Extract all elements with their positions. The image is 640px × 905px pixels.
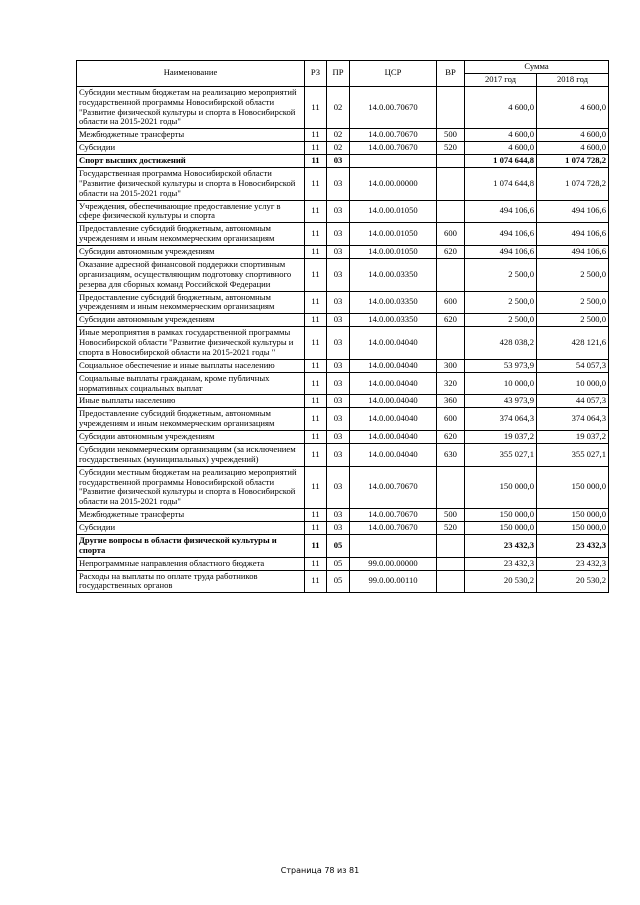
cell-pr: 03 bbox=[327, 291, 350, 314]
cell-rz: 11 bbox=[305, 443, 327, 466]
cell-sum-2017: 23 432,3 bbox=[465, 534, 537, 557]
header-rz: РЗ bbox=[305, 61, 327, 87]
cell-sum-2017: 4 600,0 bbox=[465, 86, 537, 129]
cell-name: Межбюджетные трансферты bbox=[77, 509, 305, 522]
cell-sum-2017: 23 432,3 bbox=[465, 557, 537, 570]
header-sum: Сумма bbox=[465, 61, 609, 74]
cell-sum-2017: 10 000,0 bbox=[465, 372, 537, 395]
cell-sum-2018: 4 600,0 bbox=[537, 129, 609, 142]
cell-rz: 11 bbox=[305, 327, 327, 360]
cell-rz: 11 bbox=[305, 258, 327, 291]
cell-sum-2017: 150 000,0 bbox=[465, 509, 537, 522]
cell-vr: 620 bbox=[437, 431, 465, 444]
header-2018: 2018 год bbox=[537, 73, 609, 86]
table-row bbox=[77, 408, 609, 431]
cell-name: Субсидии автономным учреждениям bbox=[77, 431, 305, 444]
cell-sum-2018: 23 432,3 bbox=[537, 557, 609, 570]
cell-csr: 14.0.00.70670 bbox=[350, 129, 437, 142]
table-body bbox=[77, 86, 609, 593]
cell-name: Спорт высших достижений bbox=[77, 155, 305, 168]
cell-rz: 11 bbox=[305, 246, 327, 259]
cell-csr: 99.0.00.00000 bbox=[350, 557, 437, 570]
cell-name: Иные выплаты населению bbox=[77, 395, 305, 408]
header-pr: ПР bbox=[327, 61, 350, 87]
cell-sum-2017: 2 500,0 bbox=[465, 314, 537, 327]
cell-rz: 11 bbox=[305, 431, 327, 444]
cell-csr: 14.0.00.04040 bbox=[350, 443, 437, 466]
cell-csr: 99.0.00.00110 bbox=[350, 570, 437, 593]
cell-pr: 03 bbox=[327, 155, 350, 168]
cell-rz: 11 bbox=[305, 570, 327, 593]
cell-vr: 600 bbox=[437, 408, 465, 431]
table-row bbox=[77, 372, 609, 395]
cell-csr bbox=[350, 534, 437, 557]
table-row bbox=[77, 395, 609, 408]
table-row bbox=[77, 129, 609, 142]
cell-pr: 03 bbox=[327, 246, 350, 259]
cell-sum-2017: 1 074 644,8 bbox=[465, 155, 537, 168]
cell-name: Социальное обеспечение и иные выплаты населению bbox=[77, 359, 305, 372]
cell-csr: 14.0.00.70670 bbox=[350, 522, 437, 535]
table-row bbox=[77, 200, 609, 223]
cell-vr: 600 bbox=[437, 291, 465, 314]
table-row bbox=[77, 258, 609, 291]
table-row bbox=[77, 86, 609, 129]
cell-sum-2017: 355 027,1 bbox=[465, 443, 537, 466]
table-row bbox=[77, 534, 609, 557]
cell-name: Субсидии bbox=[77, 522, 305, 535]
cell-pr: 05 bbox=[327, 570, 350, 593]
cell-vr: 360 bbox=[437, 395, 465, 408]
cell-vr bbox=[437, 570, 465, 593]
cell-pr: 03 bbox=[327, 327, 350, 360]
cell-rz: 11 bbox=[305, 395, 327, 408]
cell-sum-2018: 1 074 728,2 bbox=[537, 167, 609, 200]
cell-name: Социальные выплаты гражданам, кроме публичных нормативных социальных выплат bbox=[77, 372, 305, 395]
cell-csr: 14.0.00.04040 bbox=[350, 408, 437, 431]
budget-table bbox=[76, 60, 609, 593]
cell-rz: 11 bbox=[305, 129, 327, 142]
cell-pr: 03 bbox=[327, 431, 350, 444]
cell-sum-2018: 1 074 728,2 bbox=[537, 155, 609, 168]
cell-vr: 630 bbox=[437, 443, 465, 466]
cell-sum-2018: 355 027,1 bbox=[537, 443, 609, 466]
cell-csr: 14.0.00.70670 bbox=[350, 142, 437, 155]
cell-rz: 11 bbox=[305, 155, 327, 168]
cell-vr: 520 bbox=[437, 142, 465, 155]
table-row bbox=[77, 291, 609, 314]
cell-rz: 11 bbox=[305, 408, 327, 431]
cell-vr: 320 bbox=[437, 372, 465, 395]
table-row bbox=[77, 359, 609, 372]
table-row bbox=[77, 314, 609, 327]
cell-sum-2017: 4 600,0 bbox=[465, 142, 537, 155]
cell-csr: 14.0.00.04040 bbox=[350, 327, 437, 360]
cell-sum-2017: 1 074 644,8 bbox=[465, 167, 537, 200]
cell-vr bbox=[437, 86, 465, 129]
cell-sum-2018: 44 057,3 bbox=[537, 395, 609, 408]
cell-name: Субсидии некоммерческим организациям (за исключением государственных (муниципальных) учреждений) bbox=[77, 443, 305, 466]
cell-sum-2017: 20 530,2 bbox=[465, 570, 537, 593]
page-number: Страница 78 из 81 bbox=[280, 866, 360, 875]
cell-csr: 14.0.00.04040 bbox=[350, 431, 437, 444]
cell-sum-2018: 4 600,0 bbox=[537, 142, 609, 155]
cell-name: Предоставление субсидий бюджетным, автономным учреждениям и иным некоммерческим организациям bbox=[77, 408, 305, 431]
cell-vr: 300 bbox=[437, 359, 465, 372]
cell-name: Предоставление субсидий бюджетным, автономным учреждениям и иным некоммерческим организациям bbox=[77, 291, 305, 314]
cell-rz: 11 bbox=[305, 167, 327, 200]
cell-rz: 11 bbox=[305, 522, 327, 535]
cell-name: Оказание адресной финансовой поддержки спортивным организациям, осуществляющим подготовку спортивного резерва для сборных команд Российской Федерации bbox=[77, 258, 305, 291]
header-vr: ВР bbox=[437, 61, 465, 87]
cell-pr: 03 bbox=[327, 314, 350, 327]
cell-csr: 14.0.00.01050 bbox=[350, 223, 437, 246]
cell-pr: 03 bbox=[327, 359, 350, 372]
cell-sum-2018: 19 037,2 bbox=[537, 431, 609, 444]
cell-vr bbox=[437, 258, 465, 291]
table-row bbox=[77, 509, 609, 522]
cell-sum-2017: 150 000,0 bbox=[465, 466, 537, 509]
cell-vr: 600 bbox=[437, 223, 465, 246]
cell-pr: 03 bbox=[327, 223, 350, 246]
cell-name: Расходы на выплаты по оплате труда работников государственных органов bbox=[77, 570, 305, 593]
table-row bbox=[77, 246, 609, 259]
cell-csr: 14.0.00.04040 bbox=[350, 359, 437, 372]
cell-sum-2017: 2 500,0 bbox=[465, 258, 537, 291]
cell-sum-2018: 494 106,6 bbox=[537, 246, 609, 259]
cell-sum-2017: 150 000,0 bbox=[465, 522, 537, 535]
cell-vr: 500 bbox=[437, 509, 465, 522]
cell-sum-2017: 19 037,2 bbox=[465, 431, 537, 444]
cell-pr: 03 bbox=[327, 372, 350, 395]
cell-vr bbox=[437, 466, 465, 509]
cell-name: Предоставление субсидий бюджетным, автономным учреждениям и иным некоммерческим организациям bbox=[77, 223, 305, 246]
cell-csr bbox=[350, 155, 437, 168]
cell-rz: 11 bbox=[305, 466, 327, 509]
cell-csr: 14.0.00.01050 bbox=[350, 246, 437, 259]
cell-vr bbox=[437, 200, 465, 223]
cell-csr: 14.0.00.01050 bbox=[350, 200, 437, 223]
table-row bbox=[77, 570, 609, 593]
cell-rz: 11 bbox=[305, 223, 327, 246]
cell-sum-2018: 150 000,0 bbox=[537, 522, 609, 535]
cell-sum-2017: 53 973,9 bbox=[465, 359, 537, 372]
cell-vr bbox=[437, 327, 465, 360]
cell-csr: 14.0.00.70670 bbox=[350, 509, 437, 522]
cell-name: Другие вопросы в области физической культуры и спорта bbox=[77, 534, 305, 557]
cell-name: Субсидии автономным учреждениям bbox=[77, 314, 305, 327]
header-2017: 2017 год bbox=[465, 73, 537, 86]
cell-sum-2017: 428 038,2 bbox=[465, 327, 537, 360]
cell-name: Государственная программа Новосибирской области "Развитие физической культуры и спорта в Новосибирской области на 2015-2021 годы" bbox=[77, 167, 305, 200]
cell-sum-2018: 428 121,6 bbox=[537, 327, 609, 360]
table-row bbox=[77, 522, 609, 535]
cell-name: Субсидии автономным учреждениям bbox=[77, 246, 305, 259]
cell-sum-2017: 494 106,6 bbox=[465, 200, 537, 223]
cell-sum-2018: 2 500,0 bbox=[537, 258, 609, 291]
cell-pr: 05 bbox=[327, 557, 350, 570]
cell-vr bbox=[437, 155, 465, 168]
cell-sum-2018: 150 000,0 bbox=[537, 509, 609, 522]
cell-sum-2018: 54 057,3 bbox=[537, 359, 609, 372]
cell-sum-2017: 43 973,9 bbox=[465, 395, 537, 408]
table-row bbox=[77, 167, 609, 200]
cell-sum-2018: 2 500,0 bbox=[537, 314, 609, 327]
cell-pr: 03 bbox=[327, 522, 350, 535]
table-row bbox=[77, 223, 609, 246]
cell-csr: 14.0.00.03350 bbox=[350, 314, 437, 327]
cell-csr: 14.0.00.70670 bbox=[350, 86, 437, 129]
table-row bbox=[77, 327, 609, 360]
table-row bbox=[77, 142, 609, 155]
cell-sum-2018: 20 530,2 bbox=[537, 570, 609, 593]
cell-sum-2018: 2 500,0 bbox=[537, 291, 609, 314]
cell-pr: 02 bbox=[327, 86, 350, 129]
header-name: Наименование bbox=[77, 61, 305, 87]
cell-rz: 11 bbox=[305, 314, 327, 327]
cell-sum-2017: 4 600,0 bbox=[465, 129, 537, 142]
cell-pr: 03 bbox=[327, 509, 350, 522]
cell-pr: 03 bbox=[327, 258, 350, 291]
cell-sum-2017: 494 106,6 bbox=[465, 223, 537, 246]
cell-rz: 11 bbox=[305, 200, 327, 223]
cell-sum-2018: 23 432,3 bbox=[537, 534, 609, 557]
cell-csr: 14.0.00.03350 bbox=[350, 291, 437, 314]
cell-pr: 02 bbox=[327, 129, 350, 142]
cell-name: Субсидии bbox=[77, 142, 305, 155]
cell-rz: 11 bbox=[305, 86, 327, 129]
cell-pr: 03 bbox=[327, 200, 350, 223]
table-row bbox=[77, 155, 609, 168]
cell-sum-2018: 494 106,6 bbox=[537, 200, 609, 223]
cell-sum-2018: 150 000,0 bbox=[537, 466, 609, 509]
cell-name: Иные мероприятия в рамках государственной программы Новосибирской области "Развитие физической культуры и спорта в Новосибирской области на 2015-2021 годы " bbox=[77, 327, 305, 360]
cell-pr: 05 bbox=[327, 534, 350, 557]
cell-sum-2018: 4 600,0 bbox=[537, 86, 609, 129]
table-row bbox=[77, 443, 609, 466]
cell-rz: 11 bbox=[305, 557, 327, 570]
table-row bbox=[77, 557, 609, 570]
cell-name: Межбюджетные трансферты bbox=[77, 129, 305, 142]
cell-sum-2018: 10 000,0 bbox=[537, 372, 609, 395]
cell-pr: 03 bbox=[327, 395, 350, 408]
cell-vr bbox=[437, 167, 465, 200]
cell-pr: 03 bbox=[327, 443, 350, 466]
cell-rz: 11 bbox=[305, 372, 327, 395]
table-row bbox=[77, 431, 609, 444]
cell-rz: 11 bbox=[305, 291, 327, 314]
cell-sum-2018: 494 106,6 bbox=[537, 223, 609, 246]
cell-vr: 500 bbox=[437, 129, 465, 142]
cell-vr bbox=[437, 557, 465, 570]
cell-vr: 620 bbox=[437, 314, 465, 327]
cell-pr: 03 bbox=[327, 408, 350, 431]
cell-sum-2017: 374 064,3 bbox=[465, 408, 537, 431]
cell-csr: 14.0.00.03350 bbox=[350, 258, 437, 291]
cell-sum-2017: 2 500,0 bbox=[465, 291, 537, 314]
cell-sum-2017: 494 106,6 bbox=[465, 246, 537, 259]
cell-csr: 14.0.00.04040 bbox=[350, 372, 437, 395]
cell-name: Субсидии местным бюджетам на реализацию мероприятий государственной программы Новосибирской области "Развитие физической культуры и спорта в Новосибирской области на 2015-2021 годы" bbox=[77, 466, 305, 509]
cell-pr: 02 bbox=[327, 142, 350, 155]
cell-name: Субсидии местным бюджетам на реализацию мероприятий государственной программы Новосибирской области "Развитие физической культуры и спорта в Новосибирской области на 2015-2021 годы" bbox=[77, 86, 305, 129]
cell-csr: 14.0.00.04040 bbox=[350, 395, 437, 408]
cell-name: Непрограммные направления областного бюджета bbox=[77, 557, 305, 570]
cell-vr: 520 bbox=[437, 522, 465, 535]
table-row bbox=[77, 466, 609, 509]
cell-pr: 03 bbox=[327, 167, 350, 200]
cell-rz: 11 bbox=[305, 142, 327, 155]
cell-vr bbox=[437, 534, 465, 557]
cell-name: Учреждения, обеспечивающие предоставление услуг в сфере физической культуры и спорта bbox=[77, 200, 305, 223]
cell-rz: 11 bbox=[305, 359, 327, 372]
cell-rz: 11 bbox=[305, 509, 327, 522]
cell-vr: 620 bbox=[437, 246, 465, 259]
header-csr: ЦСР bbox=[350, 61, 437, 87]
cell-sum-2018: 374 064,3 bbox=[537, 408, 609, 431]
cell-pr: 03 bbox=[327, 466, 350, 509]
cell-csr: 14.0.00.70670 bbox=[350, 466, 437, 509]
cell-csr: 14.0.00.00000 bbox=[350, 167, 437, 200]
table-header bbox=[77, 61, 609, 87]
cell-rz: 11 bbox=[305, 534, 327, 557]
